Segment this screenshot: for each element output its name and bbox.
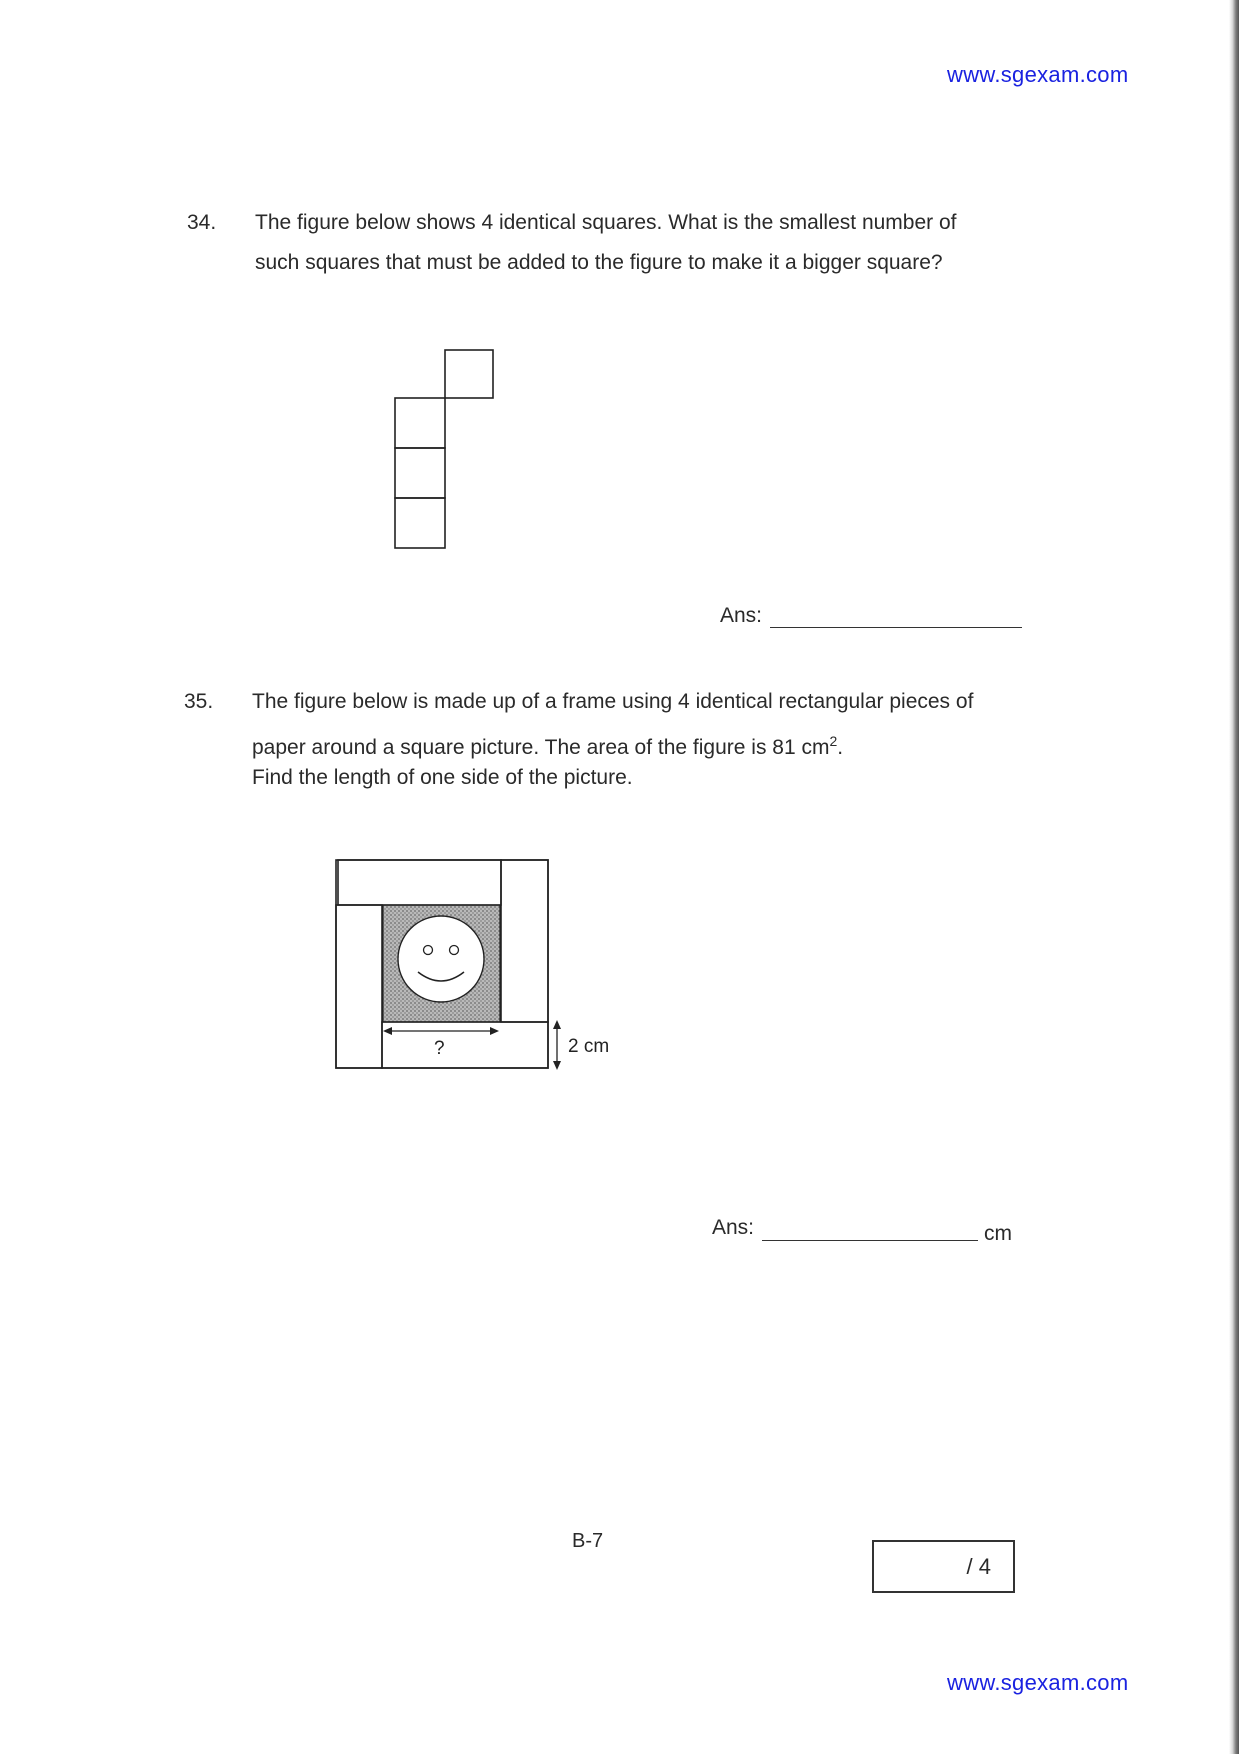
footer-url[interactable]: www.sgexam.com — [947, 1670, 1129, 1695]
page-edge-shadow — [1229, 0, 1239, 1754]
dimension-label: 2 cm — [568, 1036, 610, 1057]
square-column-1 — [395, 398, 445, 448]
question-34-figure — [385, 340, 505, 560]
square-column-3 — [395, 498, 445, 548]
score-box — [872, 1540, 1015, 1593]
smiley-face-icon — [398, 916, 484, 1002]
question-35-line-3: Find the length of one side of the picture. — [252, 766, 633, 789]
square-top-right — [445, 350, 493, 398]
question-35-line-1: The figure below is made up of a frame using 4 identical rectangular pieces of — [252, 690, 974, 713]
page-code: B-7 — [572, 1530, 604, 1552]
question-35-line-2: paper around a square picture. The area of the figure is 81 $cm^2$. — [252, 733, 844, 759]
question-34-line-1: The figure below shows 4 identical squares. What is the smallest number of — [255, 211, 957, 234]
height-arrow-icon — [553, 1020, 561, 1070]
question-35-answer-line[interactable] — [762, 1240, 978, 1241]
score-total: / 4 — [966, 1554, 991, 1579]
question-35-answer-unit: cm — [984, 1222, 1012, 1245]
question-34-answer-label: Ans: — [720, 604, 763, 627]
unknown-length-label: ? — [434, 1038, 445, 1059]
question-35-number: 35. — [184, 690, 214, 713]
question-35-figure — [330, 850, 630, 1080]
width-arrow-icon — [383, 1027, 499, 1035]
frame-piece-bottom — [382, 1022, 548, 1068]
question-34-answer-line[interactable] — [770, 627, 1022, 628]
square-column-2 — [395, 448, 445, 498]
header-url[interactable]: www.sgexam.com — [947, 62, 1129, 87]
question-34-line-2: such squares that must be added to the figure to make it a bigger square? — [255, 251, 943, 274]
question-35-answer-label: Ans: — [712, 1216, 755, 1239]
frame-piece-right — [501, 860, 548, 1022]
question-34-number: 34. — [187, 211, 217, 234]
frame-piece-top — [338, 860, 501, 905]
frame-piece-left — [336, 905, 382, 1068]
